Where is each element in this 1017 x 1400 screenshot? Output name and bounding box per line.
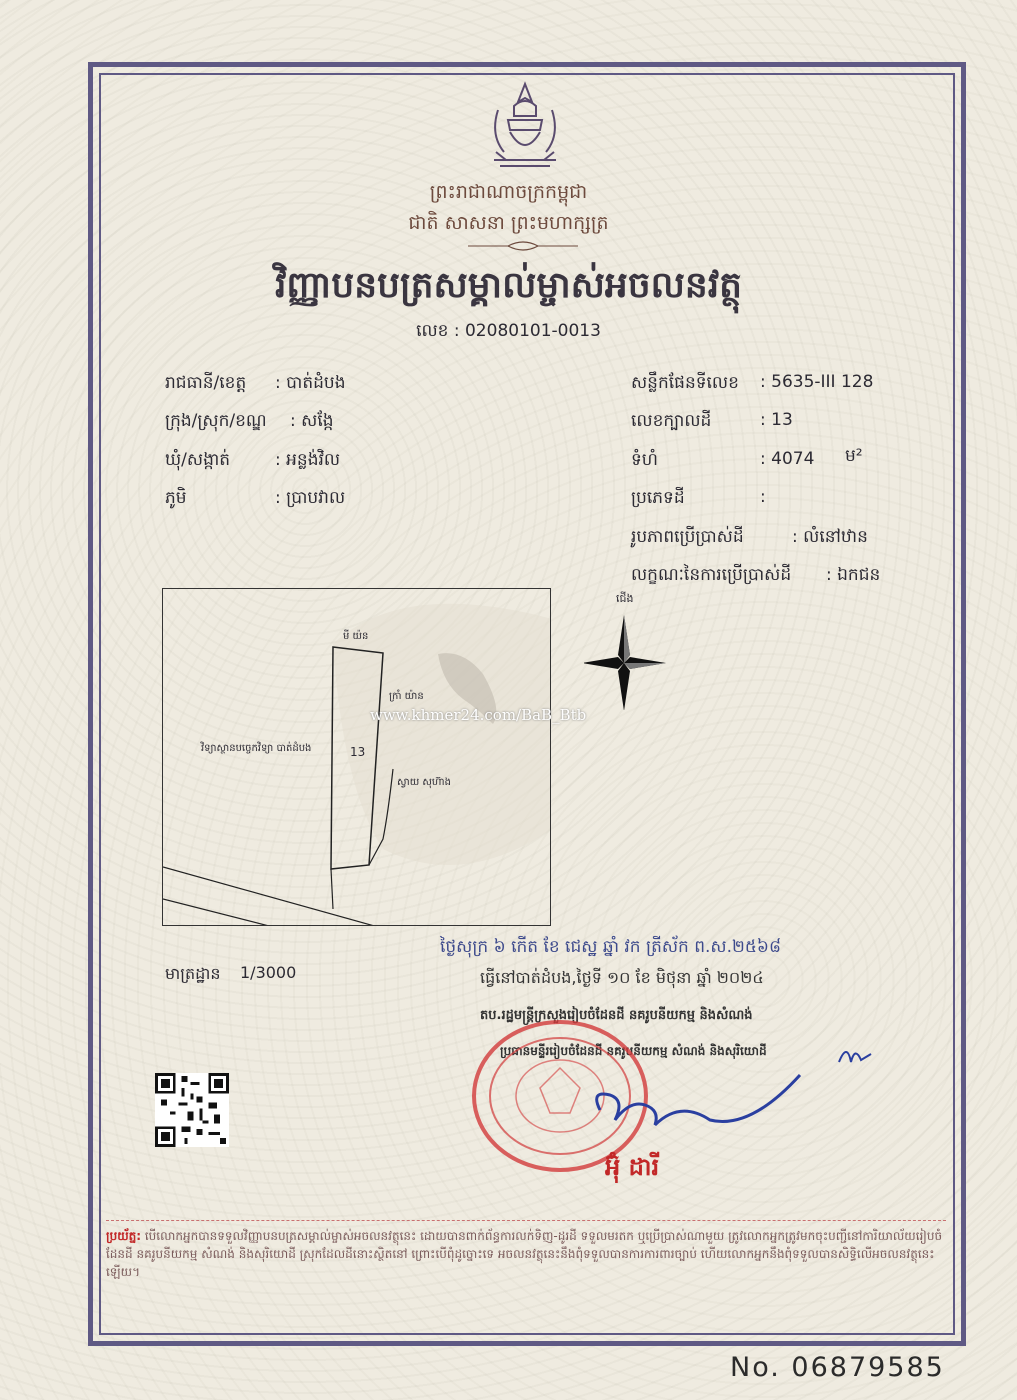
national-motto: ជាតិ សាសនា ព្រះមហាក្សត្រ bbox=[408, 212, 609, 234]
land-use-label: រូបភាពប្រើប្រាស់ដី bbox=[631, 527, 744, 547]
area-value: : 4074 bbox=[760, 449, 815, 469]
compass-rose-icon bbox=[584, 600, 684, 710]
commune-value: : អន្លង់វិល bbox=[275, 450, 341, 470]
district-value: : សង្កែ bbox=[290, 411, 334, 431]
parcel-number-label: លេខក្បាលដី bbox=[631, 411, 712, 431]
land-type-label: ប្រភេទដី bbox=[631, 488, 685, 508]
province-value: : បាត់ដំបង bbox=[275, 373, 346, 393]
certificate-number-label: លេខ bbox=[416, 321, 449, 341]
warning-notice bbox=[106, 1220, 946, 1281]
signatory-line-2: ប្រធានមន្ទីររៀបចំដែនដី នគរូបនីយកម្ម សំណង់ និងសុរិយោដី bbox=[500, 1044, 767, 1058]
east-neighbor-label: ក្រាំ យ៉ាន bbox=[389, 691, 424, 702]
signature-icon bbox=[570, 1070, 810, 1140]
certificate-number-value: : 02080101-0013 bbox=[453, 321, 601, 341]
parcel-number-on-map: 13 bbox=[350, 745, 366, 759]
qr-code-icon bbox=[154, 1073, 230, 1147]
road-line-2 bbox=[163, 899, 273, 926]
signatory-name: អ៊ុំ ដារី bbox=[605, 1153, 660, 1181]
southeast-neighbor-label: ស្វាយ សុហ៊ាង bbox=[397, 777, 451, 788]
village-value: : ប្រាបវាល bbox=[275, 488, 346, 508]
area-label: ទំហំ bbox=[631, 450, 658, 470]
land-use-value: : លំនៅឋាន bbox=[792, 527, 868, 547]
certificate-number bbox=[0, 320, 1017, 345]
site-watermark: www.khmer24.com/BaB_Btb bbox=[370, 706, 587, 724]
use-characteristic-label: លក្ខណៈនៃការប្រើប្រាស់ដី bbox=[631, 565, 792, 585]
ornament-divider-icon bbox=[468, 240, 578, 252]
map-sheet-value: : 5635-III 128 bbox=[760, 372, 874, 392]
use-characteristic-value: : ឯកជន bbox=[826, 565, 881, 585]
initials-signature-icon bbox=[835, 1040, 875, 1068]
signatory-line-1: តប.រដ្ឋមន្ត្រីក្រសួងរៀបចំដែនដី នគរូបនីយកម្ម និងសំណង់ bbox=[480, 1008, 753, 1023]
certificate-title: វិញ្ញាបនបត្រសម្គាល់ម្ចាស់អចលនវត្ថុ bbox=[274, 265, 743, 306]
path-south bbox=[331, 869, 333, 909]
map-sheet-label: សន្លឹកផែនទីលេខ bbox=[631, 373, 739, 393]
north-label: ជើង bbox=[616, 592, 634, 605]
parcel-map bbox=[162, 588, 551, 926]
road-line-1 bbox=[163, 867, 378, 926]
province-label: រាជធានី/ខេត្ត bbox=[165, 373, 247, 393]
district-label: ក្រុង/ស្រុក/ខណ្ឌ bbox=[165, 411, 267, 431]
notice-heading: ប្រយ័ត្ន: bbox=[106, 1229, 142, 1243]
scale-value: 1/3000 bbox=[240, 963, 297, 982]
north-neighbor-label: មី យ៉ន bbox=[343, 631, 369, 642]
royal-emblem-icon bbox=[480, 80, 570, 170]
scale-label: មាត្រដ្ឋាន bbox=[165, 964, 221, 983]
lunar-date: ថ្ងៃសុក្រ ៦ កើត ខែ ជេស្ឋ ឆ្នាំ វក ត្រីស័ក ព.ស.២៥៦៨ bbox=[440, 937, 781, 957]
village-label: ភូមិ bbox=[165, 488, 187, 508]
notice-text: បើលោកអ្នកបានទទួលវិញ្ញាបនបត្រសម្គាល់ម្ចាស់អចលនវត្ថុនេះ ដោយបានពាក់ព័ន្ធការលក់ទិញ-ដូរដី ទទួលមរតក ឬប្រើប្រាស់ណាមួយ ត្រូវលោកអ្នកត្រូវមកចុះបញ្ជីនៅការិយាល័យរៀបចំដែនដី នគរូបនីយកម្ម សំណង់ និងសុរិយោដី ស្រុកដែលដីនោះស្ថិតនៅ ព្រោះបើពុំដូច្នោះទេ អចលនវត្ថុនេះនឹងពុំទទួលបានការការពារច្បាប់ ហើយលោកអ្នកនឹងពុំទទួលបានសិទ្ធិលើអចលនវត្ថុនេះឡើយ។ bbox=[106, 1229, 943, 1279]
commune-label: ឃុំ/សង្កាត់ bbox=[165, 450, 231, 470]
kingdom-heading: ព្រះរាជាណាចក្រកម្ពុជា bbox=[429, 181, 588, 203]
area-unit: ម² bbox=[845, 446, 863, 466]
serial-number: No. 06879585 bbox=[730, 1352, 945, 1383]
issue-date: ធ្វើនៅបាត់ដំបង,ថ្ងៃទី ១០ ខែ មិថុនា ឆ្នាំ ២០២៤ bbox=[480, 968, 764, 987]
parcel-number-value: : 13 bbox=[760, 410, 793, 430]
land-type-value: : bbox=[760, 487, 766, 507]
west-neighbor-label: វិទ្យាស្ថានបច្ចេកវិទ្យា បាត់ដំបង bbox=[201, 743, 312, 754]
